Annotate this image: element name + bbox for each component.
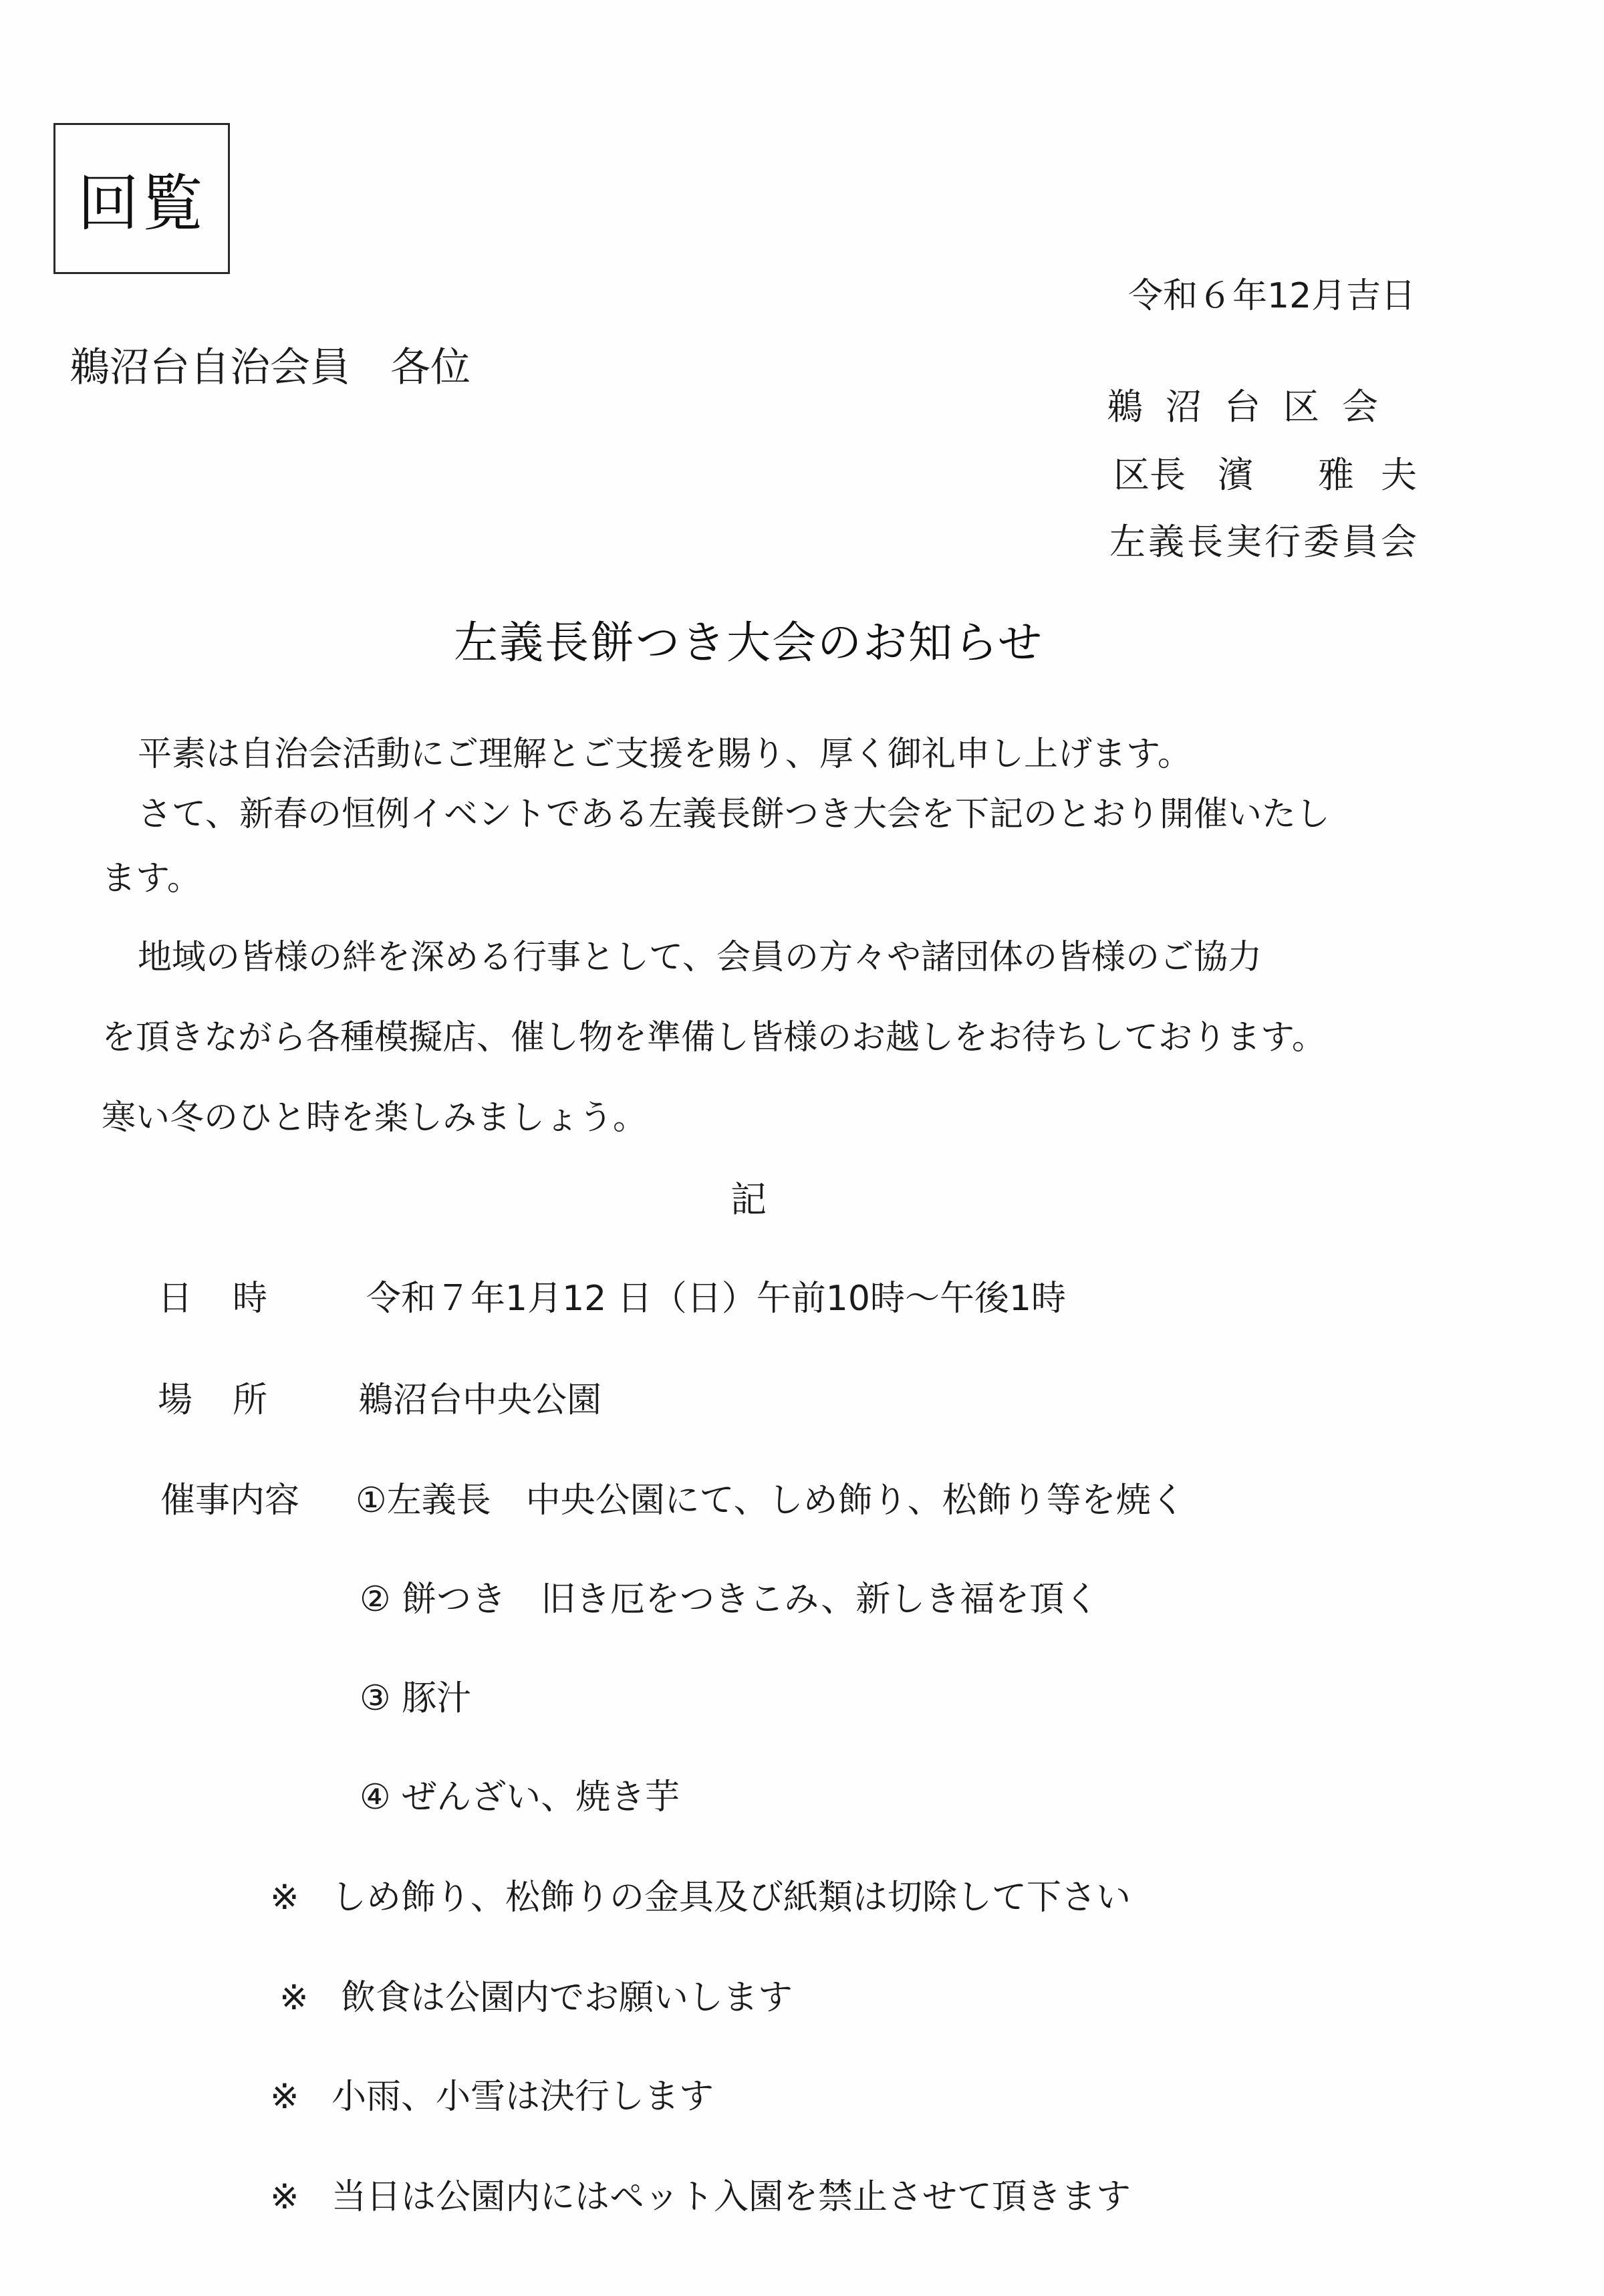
- ki-heading: 記: [730, 1178, 767, 1221]
- chief-surname: 濱: [1218, 454, 1254, 496]
- chief-given: 雅夫: [1318, 454, 1444, 496]
- sender-chief: [1113, 447, 1444, 498]
- datetime-label: 日時: [158, 1279, 308, 1319]
- place-label: 場所: [158, 1380, 308, 1420]
- sender-org: 鵜沼台区会: [1107, 386, 1401, 428]
- body-line: 平素は自治会活動にご理解とご支援を賜り、厚く御礼申し上げます。: [138, 735, 1192, 774]
- note-text: 飲食は公園内でお願いします: [341, 1978, 793, 2018]
- note-item: [270, 2168, 1131, 2218]
- note-item: [279, 1969, 793, 2019]
- note-mark: ※: [279, 1978, 309, 2018]
- body-line: 地域の皆様の絆を深める行事として、会員の方々や諸団体の皆様のご協力: [138, 938, 1262, 977]
- note-item: [270, 2068, 714, 2118]
- issue-date: 令和６年12月吉日: [1128, 276, 1416, 316]
- notice-title: 左義長餅つき大会のお知らせ: [453, 617, 1044, 668]
- note-item: [270, 1869, 1131, 1919]
- event-item: ③ 豚汁: [360, 1678, 472, 1718]
- datetime-value: 令和７年1月12 日（日）午前10時～午後1時: [366, 1279, 1067, 1319]
- addressee: 鵜沼台自治会員 各位: [70, 344, 471, 391]
- stamp-label: 回覧: [77, 168, 206, 239]
- note-mark: ※: [270, 1878, 299, 1918]
- body-line: ます。: [102, 859, 201, 898]
- event-item: ①左義長 中央公園にて、しめ飾り、松飾り等を焼く: [356, 1481, 1186, 1521]
- body-line: を頂きながら各種模擬店、催し物を準備し皆様のお越しをお待ちしております。: [102, 1018, 1326, 1057]
- body-line: 寒い冬のひと時を楽しみましょう。: [102, 1098, 648, 1138]
- circulation-stamp: [53, 123, 230, 274]
- note-mark: ※: [270, 2077, 299, 2117]
- note-text: 小雨、小雪は決行します: [331, 2077, 714, 2117]
- event-item: ② 餅つき 旧き厄をつきこみ、新しき福を頂く: [360, 1579, 1099, 1620]
- note-text: しめ飾り、松飾りの金具及び紙類は切除して下さい: [331, 1878, 1131, 1918]
- note-text: 当日は公園内にはペット入園を禁止させて頂きます: [331, 2177, 1131, 2217]
- body-line: さて、新春の恒例イベントである左義長餅つき大会を下記のとおり開催いたし: [138, 795, 1330, 834]
- sender-committee: 左義長実行委員会: [1109, 521, 1420, 563]
- note-mark: ※: [270, 2177, 299, 2217]
- chief-title: 区長: [1113, 454, 1186, 496]
- place-value: 鵜沼台中央公園: [358, 1380, 602, 1420]
- event-item: ④ ぜんざい、焼き芋: [360, 1777, 680, 1817]
- events-label: 催事内容: [160, 1481, 300, 1521]
